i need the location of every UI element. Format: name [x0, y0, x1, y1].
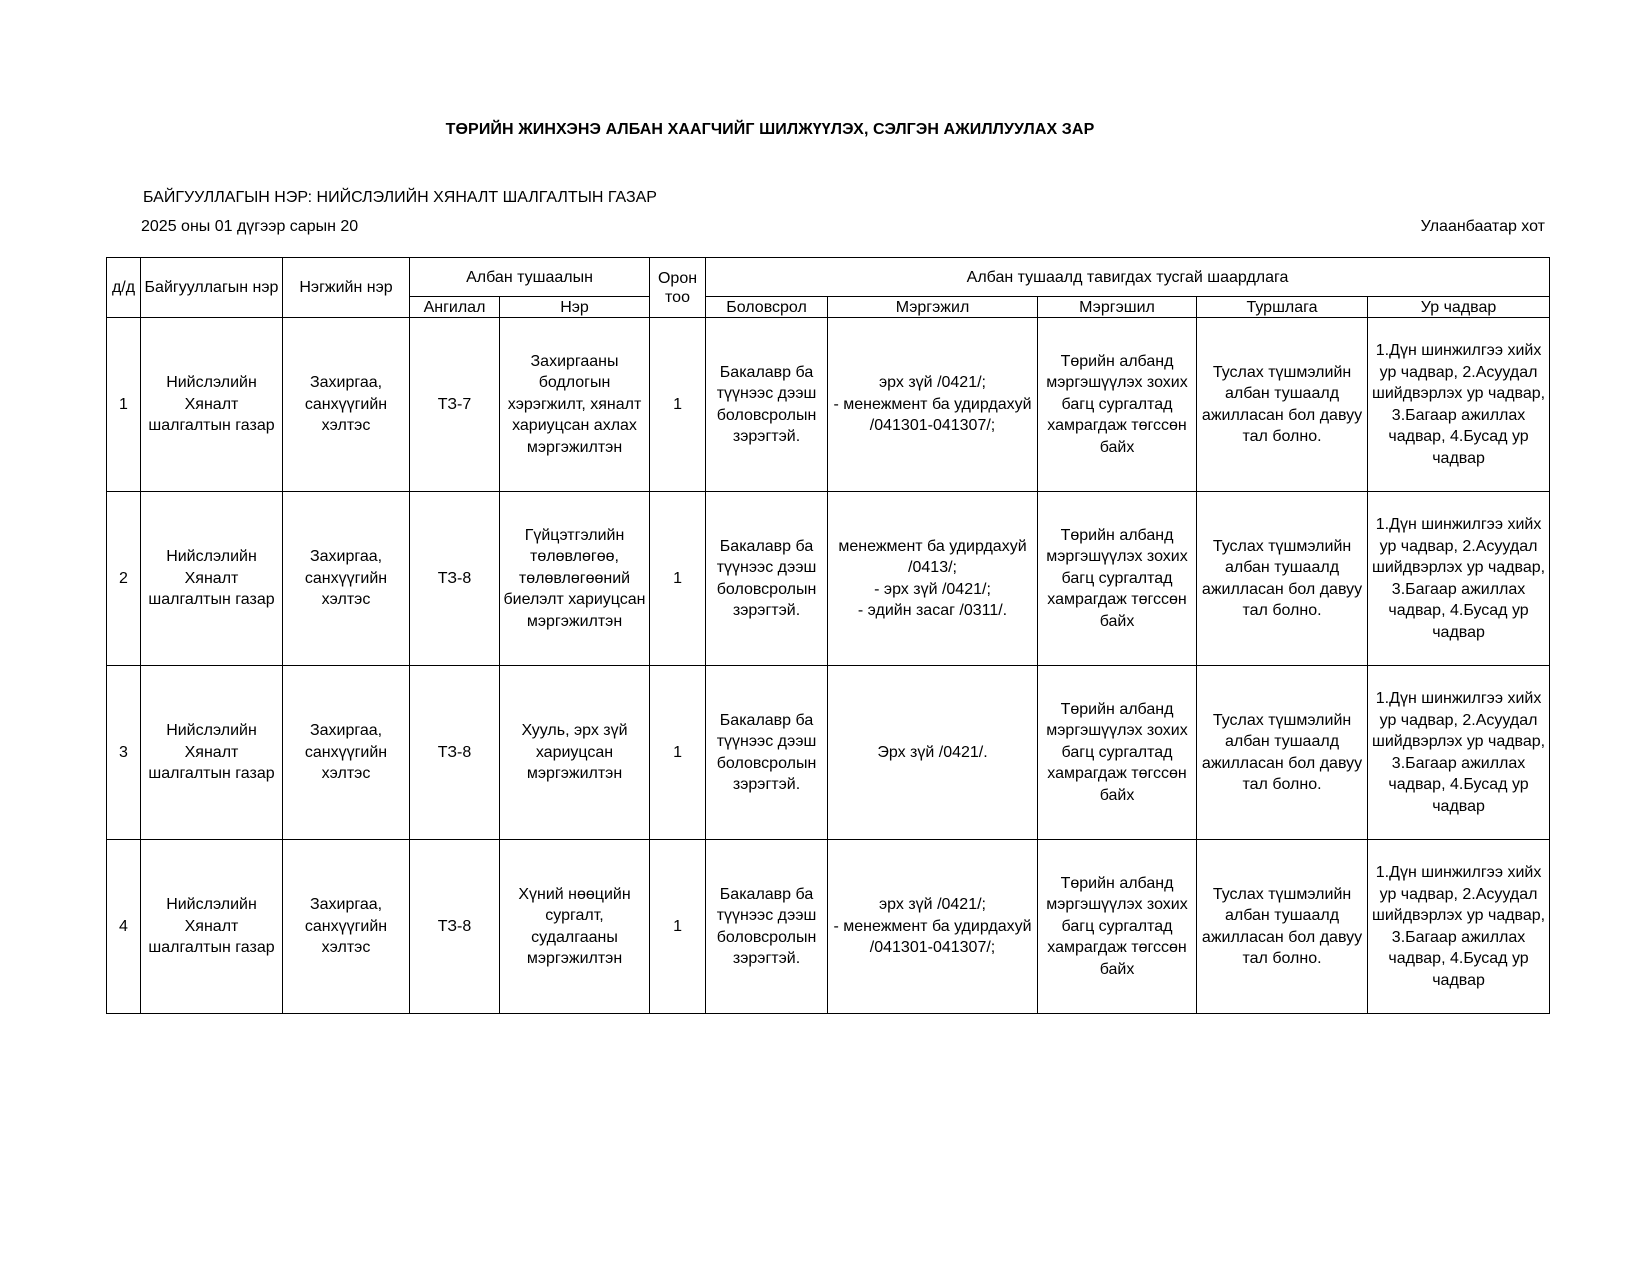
cell-num: 2: [107, 492, 141, 666]
cell-skills: 1.Дүн шинжилгээ хийх ур чадвар, 2.Асуудал шийдвэрлэх ур чадвар, 3.Багаар ажиллах чадвар, 4.Бусад ур чадвар: [1368, 492, 1550, 666]
cell-count: 1: [650, 666, 706, 840]
header-positions-count: Орон тоо: [650, 258, 706, 318]
cell-category: ТЗ-8: [410, 840, 500, 1014]
cell-category: ТЗ-8: [410, 492, 500, 666]
cell-unit: Захиргаа, санхүүгийн хэлтэс: [283, 840, 410, 1014]
header-unit-name: Нэгжийн нэр: [283, 258, 410, 318]
cell-org: Нийслэлийн Хяналт шалгалтын газар: [141, 492, 283, 666]
header-num: д/д: [107, 258, 141, 318]
cell-count: 1: [650, 840, 706, 1014]
header-category: Ангилал: [410, 297, 500, 318]
cell-unit: Захиргаа, санхүүгийн хэлтэс: [283, 666, 410, 840]
cell-education: Бакалавр ба түүнээс дээш боловсролын зэрэгтэй.: [706, 666, 828, 840]
table-row: [107, 492, 1550, 666]
cell-category: ТЗ-8: [410, 666, 500, 840]
cell-num: 4: [107, 840, 141, 1014]
cell-unit: Захиргаа, санхүүгийн хэлтэс: [283, 318, 410, 492]
cell-count: 1: [650, 318, 706, 492]
cell-position: Хууль, эрх зүй хариуцсан мэргэжилтэн: [500, 666, 650, 840]
header-skills: Ур чадвар: [1368, 297, 1550, 318]
cell-education: Бакалавр ба түүнээс дээш боловсролын зэрэгтэй.: [706, 840, 828, 1014]
city-name: Улаанбаатар хот: [1420, 218, 1545, 235]
vacancy-table: [106, 257, 1550, 1014]
table-row: [107, 840, 1550, 1014]
cell-skills: 1.Дүн шинжилгээ хийх ур чадвар, 2.Асуудал шийдвэрлэх ур чадвар, 3.Багаар ажиллах чадвар, 4.Бусад ур чадвар: [1368, 840, 1550, 1014]
table-row: [107, 666, 1550, 840]
cell-unit: Захиргаа, санхүүгийн хэлтэс: [283, 492, 410, 666]
header-requirements-group: Албан тушаалд тавигдах тусгай шаардлага: [706, 258, 1550, 297]
cell-num: 1: [107, 318, 141, 492]
document-title: ТӨРИЙН ЖИНХЭНЭ АЛБАН ХААГЧИЙГ ШИЛЖҮҮЛЭХ, СЭЛГЭН АЖИЛЛУУЛАХ ЗАР: [445, 121, 1095, 138]
cell-position: Гүйцэтгэлийн төлөвлөгөө, төлөвлөгөөний биелэлт хариуцсан мэргэжилтэн: [500, 492, 650, 666]
announcement-date: 2025 оны 01 дүгээр сарын 20: [141, 218, 359, 235]
cell-profession: менежмент ба удирдахуй /0413/; - эрх зүй /0421/; - эдийн засаг /0311/.: [828, 492, 1038, 666]
cell-qualification: Төрийн албанд мэргэшүүлэх зохих багц сургалтад хамрагдаж төгссөн байх: [1038, 318, 1197, 492]
cell-num: 3: [107, 666, 141, 840]
cell-count: 1: [650, 492, 706, 666]
cell-experience: Туслах түшмэлийн албан тушаалд ажилласан бол давуу тал болно.: [1197, 666, 1368, 840]
cell-profession: эрх зүй /0421/; - менежмент ба удирдахуй /041301-041307/;: [828, 840, 1038, 1014]
cell-qualification: Төрийн албанд мэргэшүүлэх зохих багц сургалтад хамрагдаж төгссөн байх: [1038, 492, 1197, 666]
cell-position: Хүний нөөцийн сургалт, судалгааны мэргэжилтэн: [500, 840, 650, 1014]
cell-skills: 1.Дүн шинжилгээ хийх ур чадвар, 2.Асуудал шийдвэрлэх ур чадвар, 3.Багаар ажиллах чадвар, 4.Бусад ур чадвар: [1368, 666, 1550, 840]
cell-org: Нийслэлийн Хяналт шалгалтын газар: [141, 840, 283, 1014]
cell-qualification: Төрийн албанд мэргэшүүлэх зохих багц сургалтад хамрагдаж төгссөн байх: [1038, 666, 1197, 840]
cell-profession: эрх зүй /0421/; - менежмент ба удирдахуй /041301-041307/;: [828, 318, 1038, 492]
cell-experience: Туслах түшмэлийн албан тушаалд ажилласан бол давуу тал болно.: [1197, 492, 1368, 666]
cell-education: Бакалавр ба түүнээс дээш боловсролын зэрэгтэй.: [706, 318, 828, 492]
header-education: Боловсрол: [706, 297, 828, 318]
cell-position: Захиргааны бодлогын хэрэгжилт, хяналт хариуцсан ахлах мэргэжилтэн: [500, 318, 650, 492]
organization-line: БАЙГУУЛЛАГЫН НЭР: НИЙСЛЭЛИЙН ХЯНАЛТ ШАЛГАЛТЫН ГАЗАР: [143, 189, 657, 206]
header-qualification: Мэргэшил: [1038, 297, 1197, 318]
cell-skills: 1.Дүн шинжилгээ хийх ур чадвар, 2.Асуудал шийдвэрлэх ур чадвар, 3.Багаар ажиллах чадвар, 4.Бусад ур чадвар: [1368, 318, 1550, 492]
header-experience: Туршлага: [1197, 297, 1368, 318]
table-row: [107, 318, 1550, 492]
cell-education: Бакалавр ба түүнээс дээш боловсролын зэрэгтэй.: [706, 492, 828, 666]
cell-qualification: Төрийн албанд мэргэшүүлэх зохих багц сургалтад хамрагдаж төгссөн байх: [1038, 840, 1197, 1014]
header-position-group: Албан тушаалын: [410, 258, 650, 297]
cell-org: Нийслэлийн Хяналт шалгалтын газар: [141, 666, 283, 840]
cell-experience: Туслах түшмэлийн албан тушаалд ажилласан бол давуу тал болно.: [1197, 840, 1368, 1014]
cell-profession: Эрх зүй /0421/.: [828, 666, 1038, 840]
header-profession: Мэргэжил: [828, 297, 1038, 318]
header-position-name: Нэр: [500, 297, 650, 318]
header-org-name: Байгууллагын нэр: [141, 258, 283, 318]
cell-category: ТЗ-7: [410, 318, 500, 492]
cell-org: Нийслэлийн Хяналт шалгалтын газар: [141, 318, 283, 492]
cell-experience: Туслах түшмэлийн албан тушаалд ажилласан бол давуу тал болно.: [1197, 318, 1368, 492]
